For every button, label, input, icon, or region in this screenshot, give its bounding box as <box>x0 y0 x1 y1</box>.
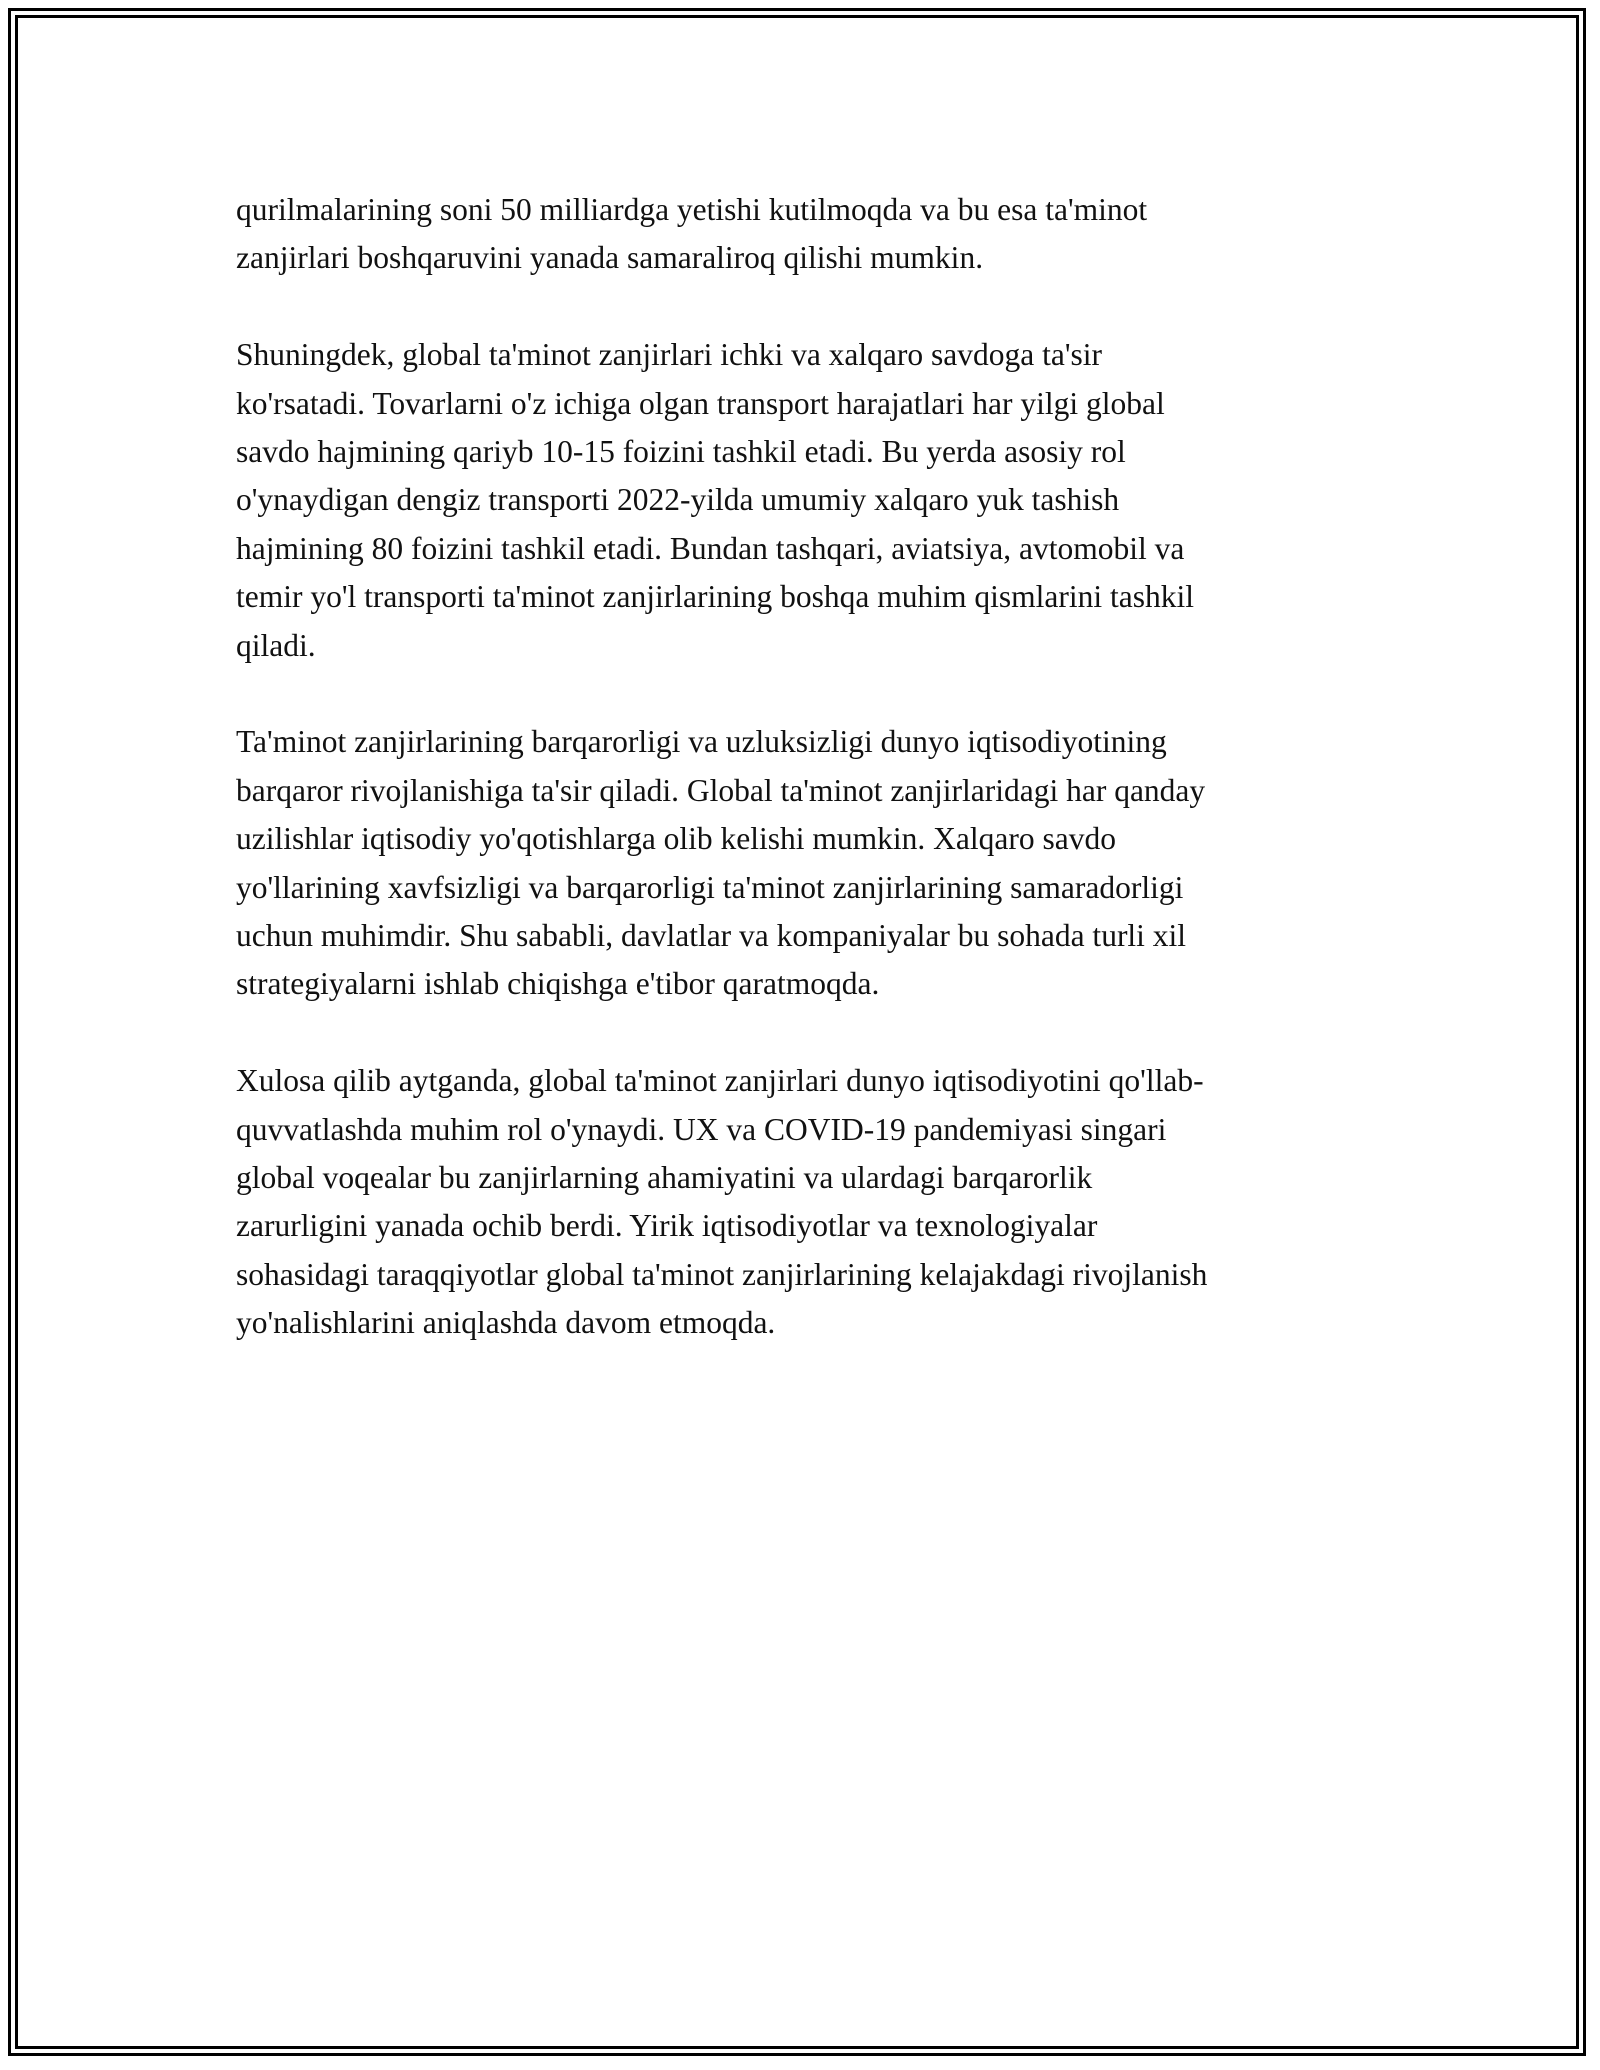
text-line: Shuningdek, global ta'minot zanjirlari ichki va xalqaro savdoga ta'sir <box>236 337 1103 373</box>
text-line: Xulosa qilib aytganda, global ta'minot zanjirlari dunyo iqtisodiyotini qo'llab- <box>236 1063 1204 1099</box>
text-line: yo'nalishlarini aniqlashda davom etmoqda. <box>236 1305 776 1341</box>
text-line: global voqealar bu zanjirlarning ahamiyatini va ulardagi barqarorlik <box>236 1160 1093 1196</box>
text-line: savdo hajmining qariyb 10-15 foizini tashkil etadi. Bu yerda asosiy rol <box>236 434 1126 470</box>
text-line: strategiyalarni ishlab chiqishga e'tibor qaratmoqda. <box>236 966 880 1002</box>
text-line: temir yo'l transporti ta'minot zanjirlarining boshqa muhim qismlarini tashkil <box>236 579 1194 615</box>
text-line: Ta'minot zanjirlarining barqarorligi va uzluksizligi dunyo iqtisodiyotining <box>236 724 1167 760</box>
paragraph-2 <box>236 331 1366 670</box>
text-line: sohasidagi taraqqiyotlar global ta'minot zanjirlarining kelajakdagi rivojlanish <box>236 1256 1208 1292</box>
paragraph-4 <box>236 1057 1366 1347</box>
paragraph-1 <box>236 186 1366 283</box>
text-line: ko'rsatadi. Tovarlarni o'z ichiga olgan transport harajatlari har yilgi global <box>236 385 1165 421</box>
text-line: o'ynaydigan dengiz transporti 2022-yilda umumiy xalqaro yuk tashish <box>236 482 1120 518</box>
text-line: uzilishlar iqtisodiy yo'qotishlarga olib kelishi mumkin. Xalqaro savdo <box>236 821 1117 857</box>
paragraph-3 <box>236 718 1366 1008</box>
text-line: zarurligini yanada ochib berdi. Yirik iqtisodiyotlar va texnologiyalar <box>236 1208 1098 1244</box>
text-line: quvvatlashda muhim rol o'ynaydi. UX va COVID-19 pandemiyasi singari <box>236 1111 1167 1147</box>
text-line: hajmining 80 foizini tashkil etadi. Bundan tashqari, aviatsiya, avtomobil va <box>236 530 1185 566</box>
text-line: yo'llarining xavfsizligi va barqarorligi ta'minot zanjirlarining samaradorligi <box>236 869 1184 905</box>
document-body <box>236 186 1366 1348</box>
text-line: barqaror rivojlanishiga ta'sir qiladi. Global ta'minot zanjirlaridagi har qanday <box>236 772 1206 808</box>
text-line: zanjirlari boshqaruvini yanada samaraliroq qilishi mumkin. <box>236 240 984 276</box>
text-line: uchun muhimdir. Shu sababli, davlatlar va kompaniyalar bu sohada turli xil <box>236 918 1187 954</box>
text-line: qurilmalarining soni 50 milliardga yetishi kutilmoqda va bu esa ta'minot <box>236 192 1148 227</box>
text-line: qiladi. <box>236 627 316 663</box>
